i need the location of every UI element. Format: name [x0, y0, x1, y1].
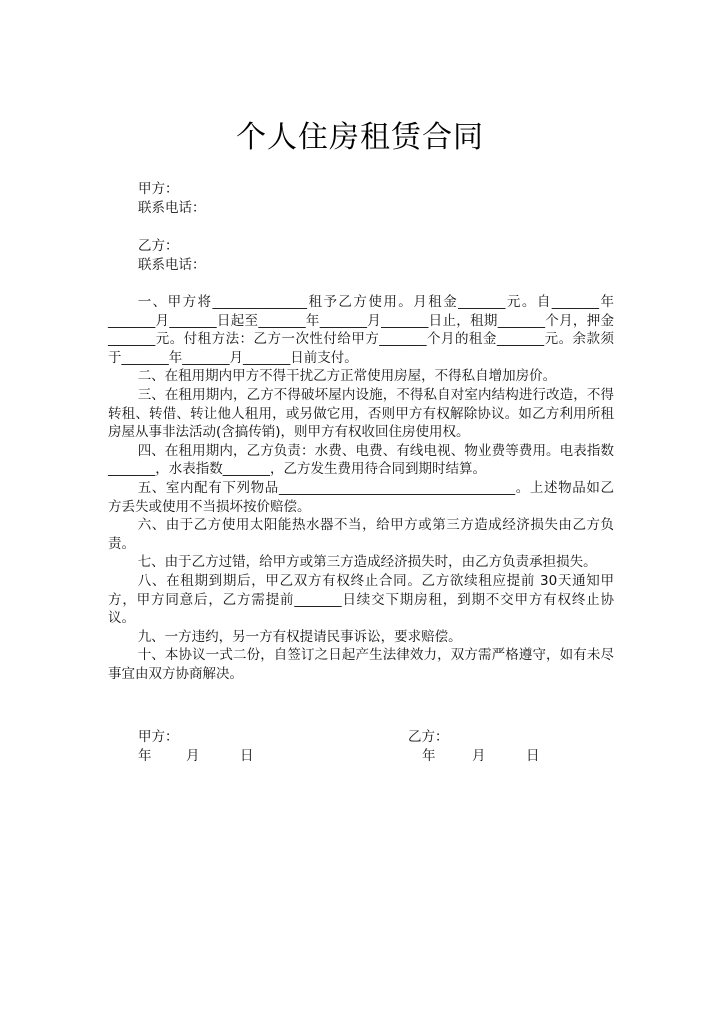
party-b-phone-label: 联系电话：	[138, 257, 206, 273]
clause-3: 三、在租用期内，乙方不得破坏屋内设施，不得私自对室内结构进行改造，不得转租、转借、转让他人租用，或另做它用，否则甲方有权解除协议。如乙方利用所租房屋从事非法活动(含搞传销)，则甲方有权收回住房使用权。	[108, 386, 614, 441]
clause-9: 九、一方违约，另一方有权提请民事诉讼，要求赔偿。	[137, 628, 462, 645]
signature-party-b	[408, 728, 540, 766]
party-a-phone-label: 联系电话：	[138, 200, 206, 216]
date-day: 日	[526, 748, 540, 764]
clause-7: 七、由于乙方过错，给甲方或第三方造成经济损失时，由乙方负责承担损失。	[137, 554, 597, 571]
signature-party-a	[138, 728, 254, 766]
signature-party-b-label: 乙方：	[408, 729, 449, 745]
clause-1: 一、甲方将______________租予乙方使用。月租金_______元。自_______年_______月_______日起至_______年_______月_______日止，租期_______个月，押金_______元。付租方法：乙方一次性付给甲方_______个月的租金_______元。余款须于_______年_______月_______日前支付。	[108, 294, 614, 366]
clause-6: 六、由于乙方使用太阳能热水器不当，给甲方或第三方造成经济损失由乙方负责。	[108, 517, 614, 552]
contract-clauses	[108, 293, 614, 683]
date-month: 月	[472, 748, 486, 764]
date-year: 年	[422, 748, 436, 764]
date-month: 月	[186, 748, 200, 764]
clause-4: 四、在租用期内，乙方负责：水费、电费、有线电视、物业费等费用。电表指数_______，水表指数_______，乙方发生费用待合同到期时结算。	[108, 442, 614, 478]
date-day: 日	[240, 748, 254, 764]
party-a-block	[138, 180, 206, 218]
document-title: 个人住房租赁合同	[236, 120, 484, 155]
clause-10: 十、本协议一式二份，自签订之日起产生法律效力，双方需严格遵守，如有未尽事宜由双方协商解决。	[108, 647, 614, 682]
signature-party-b-date	[408, 747, 540, 766]
signature-party-a-label: 甲方：	[138, 729, 179, 745]
date-year: 年	[138, 748, 152, 764]
party-b-block	[138, 237, 206, 275]
clause-8: 八、在租期到期后，甲乙双方有权终止合同。乙方欲续租应提前 30天通知甲方，甲方同意后，乙方需提前_______日续交下期房租，到期不交甲方有权终止协议。	[108, 572, 614, 627]
signature-party-a-date	[138, 747, 254, 766]
clause-5: 五、室内配有下列物品___________________________________。上述物品如乙方丢失或使用不当损坏按价赔偿。	[108, 479, 614, 515]
party-b-label: 乙方：	[138, 238, 179, 254]
party-a-label: 甲方：	[138, 181, 179, 197]
clause-2: 二、在租用期内甲方不得干扰乙方正常使用房屋，不得私自增加房价。	[137, 368, 557, 385]
